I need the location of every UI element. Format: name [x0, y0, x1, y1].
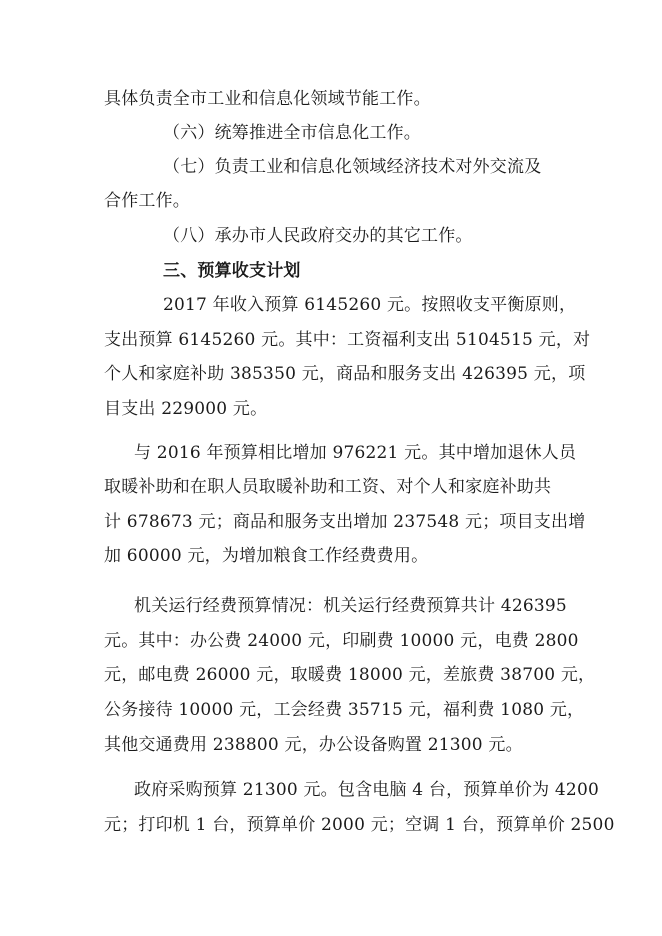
text-line: 取暖补助和在职人员取暖补助和工资、对个人和家庭补助共 [104, 477, 552, 497]
text-line: 元，邮电费 26000 元，取暖费 18000 元，差旅费 38700 元， [104, 665, 596, 685]
text-line: （六）统筹推进全市信息化工作。 [163, 123, 421, 143]
text-line: 具体负责全市工业和信息化领域节能工作。 [104, 89, 431, 109]
text-line: 合作工作。 [104, 191, 190, 211]
text-line: 个人和家庭补助 385350 元，商品和服务支出 426395 元，项 [104, 364, 586, 384]
text-line: 机关运行经费预算情况：机关运行经费预算共计 426395 [134, 596, 567, 616]
text-line: 元；打印机 1 台，预算单价 2000 元；空调 1 台，预算单价 2500 [104, 815, 615, 835]
text-line: （八）承办市人民政府交办的其它工作。 [163, 226, 473, 246]
text-line: 元。其中：办公费 24000 元，印刷费 10000 元，电费 2800 [104, 631, 579, 651]
text-line: 计 678673 元；商品和服务支出增加 237548 元；项目支出增 [104, 512, 586, 532]
text-line: 政府采购预算 21300 元。包含电脑 4 台，预算单价为 4200 [134, 780, 599, 800]
text-line: 支出预算 6145260 元。其中：工资福利支出 5104515 元，对 [104, 330, 591, 350]
text-line: （七）负责工业和信息化领域经济技术对外交流及 [163, 157, 542, 177]
section-heading: 三、预算收支计划 [163, 261, 301, 281]
text-line: 与 2016 年预算相比增加 976221 元。其中增加退休人员 [134, 443, 577, 463]
text-line: 加 60000 元，为增加粮食工作经费费用。 [104, 546, 429, 566]
text-line: 其他交通费用 238800 元，办公设备购置 21300 元。 [104, 735, 523, 755]
text-line: 公务接待 10000 元，工会经费 35715 元，福利费 1080 元， [104, 700, 585, 720]
text-line: 2017 年收入预算 6145260 元。按照收支平衡原则， [163, 295, 577, 315]
text-line: 目支出 229000 元。 [104, 399, 268, 419]
